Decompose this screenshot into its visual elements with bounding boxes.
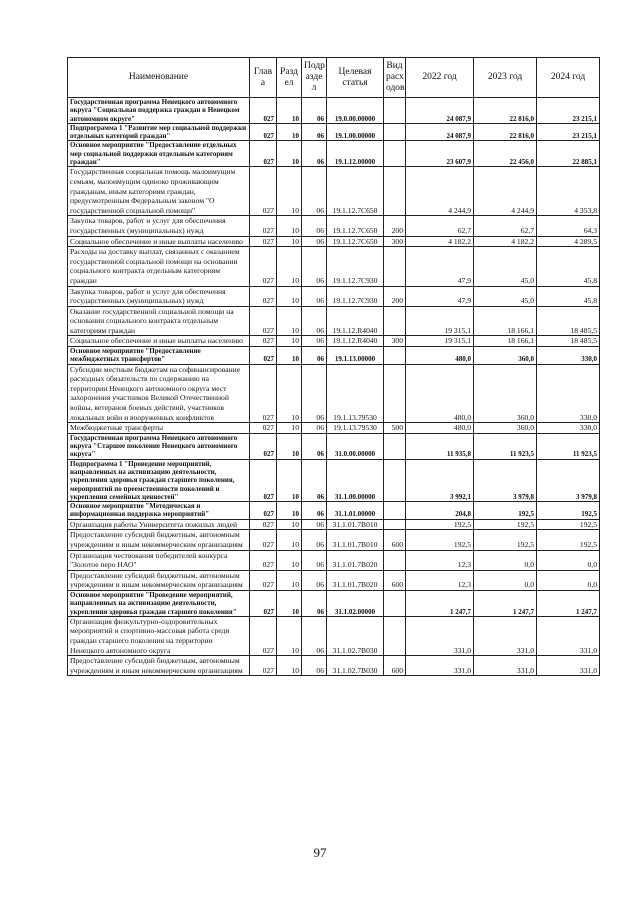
- row-subsection: 06: [302, 236, 327, 247]
- row-value-2024: 192,5: [537, 519, 600, 530]
- row-section: 10: [277, 570, 302, 590]
- row-value-2024: 4 353,8: [537, 167, 600, 216]
- row-value-2022: 192,5: [406, 530, 474, 550]
- header-2023: 2023 год: [474, 58, 537, 98]
- row-section: 10: [277, 247, 302, 286]
- row-expense-type: 600: [384, 570, 406, 590]
- row-value-2022: 62,7: [406, 216, 474, 236]
- row-value-2022: 480,0: [406, 347, 474, 365]
- row-section: 10: [277, 519, 302, 530]
- row-expense-type: [384, 123, 406, 141]
- header-subsection: Подр азде л: [302, 58, 327, 98]
- row-target: 19.1.12.R4040: [327, 306, 384, 336]
- row-expense-type: 200: [384, 216, 406, 236]
- row-chapter: 027: [250, 433, 277, 459]
- table-row: [68, 530, 600, 550]
- row-chapter: 027: [250, 570, 277, 590]
- table-row: [68, 306, 600, 336]
- row-section: 10: [277, 590, 302, 616]
- row-value-2023: 11 923,5: [474, 433, 537, 459]
- row-value-2023: 18 166,1: [474, 306, 537, 336]
- row-subsection: 06: [302, 550, 327, 570]
- row-target: 31.1.02.7В030: [327, 616, 384, 655]
- row-value-2022: 1 247,7: [406, 590, 474, 616]
- row-value-2022: 204,8: [406, 502, 474, 520]
- row-expense-type: [384, 98, 406, 124]
- row-value-2023: 4 244,9: [474, 167, 537, 216]
- row-value-2022: 192,5: [406, 519, 474, 530]
- row-chapter: 027: [250, 502, 277, 520]
- table-row: [68, 656, 600, 676]
- row-chapter: 027: [250, 141, 277, 167]
- table-row: [68, 590, 600, 616]
- row-expense-type: [384, 502, 406, 520]
- row-target: 31.1.02.00000: [327, 590, 384, 616]
- row-value-2024: 1 247,7: [537, 590, 600, 616]
- row-value-2022: 24 087,9: [406, 123, 474, 141]
- row-subsection: 06: [302, 433, 327, 459]
- header-expense-type: Вид расх одов: [384, 58, 406, 98]
- row-target: 31.1.01.7В020: [327, 550, 384, 570]
- row-name: Подпрограмма 1 "Развитие мер социальной поддержки отдельных категорий граждан": [68, 123, 250, 141]
- row-value-2024: 64,3: [537, 216, 600, 236]
- table-row: [68, 459, 600, 501]
- row-value-2024: 11 923,5: [537, 433, 600, 459]
- row-section: 10: [277, 550, 302, 570]
- row-expense-type: [384, 247, 406, 286]
- header-section: Разд ел: [277, 58, 302, 98]
- row-value-2024: 331,0: [537, 656, 600, 676]
- row-chapter: 027: [250, 98, 277, 124]
- row-name: Основное мероприятие "Предоставление межбюджетных трансфертов": [68, 347, 250, 365]
- row-subsection: 06: [302, 616, 327, 655]
- row-expense-type: [384, 459, 406, 501]
- row-subsection: 06: [302, 570, 327, 590]
- row-target: 19.1.13.79530: [327, 423, 384, 434]
- row-value-2022: 331,0: [406, 656, 474, 676]
- header-chapter: Глав а: [250, 58, 277, 98]
- row-name: Расходы на доставку выплат, связанных с оказанием государственной социальной помощи на основании социального контракта отдельным категориям граждан: [68, 247, 250, 286]
- row-name: Межбюджетные трансферты: [68, 423, 250, 434]
- row-section: 10: [277, 306, 302, 336]
- row-expense-type: [384, 550, 406, 570]
- row-expense-type: 300: [384, 236, 406, 247]
- row-expense-type: [384, 306, 406, 336]
- table-row: [68, 123, 600, 141]
- row-value-2022: 11 935,8: [406, 433, 474, 459]
- row-chapter: 027: [250, 656, 277, 676]
- row-value-2022: 480,0: [406, 423, 474, 434]
- table-row: [68, 347, 600, 365]
- budget-table: [67, 57, 600, 676]
- row-value-2024: 192,5: [537, 502, 600, 520]
- row-expense-type: 600: [384, 530, 406, 550]
- row-value-2024: 45,8: [537, 286, 600, 306]
- row-section: 10: [277, 141, 302, 167]
- row-subsection: 06: [302, 590, 327, 616]
- row-value-2023: 0,0: [474, 550, 537, 570]
- row-section: 10: [277, 123, 302, 141]
- row-chapter: 027: [250, 423, 277, 434]
- row-value-2024: 0,0: [537, 570, 600, 590]
- row-value-2023: 62,7: [474, 216, 537, 236]
- row-section: 10: [277, 423, 302, 434]
- row-chapter: 027: [250, 216, 277, 236]
- row-value-2024: 330,0: [537, 423, 600, 434]
- row-chapter: 027: [250, 167, 277, 216]
- header-row: [68, 58, 600, 98]
- row-value-2023: 331,0: [474, 616, 537, 655]
- row-chapter: 027: [250, 590, 277, 616]
- row-target: 19.1.12.R4040: [327, 336, 384, 347]
- row-expense-type: [384, 433, 406, 459]
- row-name: Основное мероприятие "Проведение мероприятий, направленных на активизацию деятельности, укрепления здоровья граждан старшего поколения": [68, 590, 250, 616]
- row-chapter: 027: [250, 530, 277, 550]
- row-subsection: 06: [302, 656, 327, 676]
- row-value-2023: 331,0: [474, 656, 537, 676]
- row-name: Закупка товаров, работ и услуг для обеспечения государственных (муниципальных) нужд: [68, 216, 250, 236]
- row-subsection: 06: [302, 347, 327, 365]
- row-value-2023: 360,0: [474, 347, 537, 365]
- row-subsection: 06: [302, 216, 327, 236]
- row-value-2024: 45,8: [537, 247, 600, 286]
- header-2022: 2022 год: [406, 58, 474, 98]
- row-expense-type: [384, 364, 406, 423]
- row-value-2022: 19 315,1: [406, 306, 474, 336]
- row-name: Предоставление субсидий бюджетным, автономным учреждениям и иным некоммерческим организациям: [68, 530, 250, 550]
- row-value-2023: 192,5: [474, 519, 537, 530]
- row-chapter: 027: [250, 123, 277, 141]
- row-value-2024: 22 885,1: [537, 141, 600, 167]
- table-row: [68, 616, 600, 655]
- row-name: Основное мероприятие "Предоставление отдельных мер социальной поддержки отдельным категориям граждан": [68, 141, 250, 167]
- row-chapter: 027: [250, 364, 277, 423]
- row-value-2022: 47,9: [406, 286, 474, 306]
- table-row: [68, 502, 600, 520]
- row-subsection: 06: [302, 141, 327, 167]
- table-row: [68, 286, 600, 306]
- page-number: 97: [313, 845, 327, 860]
- table-row: [68, 236, 600, 247]
- row-subsection: 06: [302, 336, 327, 347]
- row-name: Организация физкультурно-оздоровительных мероприятий и спортивно-массовая работа среди граждан старшего поколения на территории Ненецкого автономного округа: [68, 616, 250, 655]
- row-value-2024: 0,0: [537, 550, 600, 570]
- row-value-2022: 19 315,1: [406, 336, 474, 347]
- row-value-2022: 480,0: [406, 364, 474, 423]
- row-name: Подпрограмма 1 "Проведение мероприятий, направленных на активизацию деятельности, укрепления здоровья граждан старшего поколения, мероприятий по преемственности поколений и укрепления семейных ценностей": [68, 459, 250, 501]
- row-name: Предоставление субсидий бюджетным, автономным учреждениям и иным некоммерческим организациям: [68, 570, 250, 590]
- table-row: [68, 423, 600, 434]
- row-chapter: 027: [250, 247, 277, 286]
- row-target: 19.1.12.7С650: [327, 216, 384, 236]
- table-row: [68, 167, 600, 216]
- row-section: 10: [277, 433, 302, 459]
- row-name: Основное мероприятие "Методическая и информационная поддержка мероприятий": [68, 502, 250, 520]
- row-name: Оказание государственной социальной помощи на основании социального контракта отдельным категориям граждан: [68, 306, 250, 336]
- row-target: 31.1.00.00000: [327, 459, 384, 501]
- row-expense-type: 300: [384, 336, 406, 347]
- table-row: [68, 141, 600, 167]
- row-chapter: 027: [250, 550, 277, 570]
- table-row: [68, 550, 600, 570]
- row-value-2022: 331,0: [406, 616, 474, 655]
- table-row: [68, 216, 600, 236]
- row-section: 10: [277, 364, 302, 423]
- row-value-2023: 192,5: [474, 530, 537, 550]
- row-subsection: 06: [302, 167, 327, 216]
- row-section: 10: [277, 216, 302, 236]
- row-name: Организация работы Университета пожилых людей: [68, 519, 250, 530]
- row-chapter: 027: [250, 306, 277, 336]
- row-name: Предоставление субсидий бюджетным, автономным учреждениям и иным некоммерческим организациям: [68, 656, 250, 676]
- row-target: 31.0.00.00000: [327, 433, 384, 459]
- table-row: [68, 364, 600, 423]
- row-target: 31.1.01.7В010: [327, 530, 384, 550]
- row-target: 19.1.12.00000: [327, 141, 384, 167]
- row-section: 10: [277, 236, 302, 247]
- row-value-2022: 3 992,1: [406, 459, 474, 501]
- row-value-2023: 360,0: [474, 423, 537, 434]
- row-subsection: 06: [302, 459, 327, 501]
- row-value-2022: 12,3: [406, 550, 474, 570]
- row-value-2023: 45,0: [474, 286, 537, 306]
- row-expense-type: 600: [384, 656, 406, 676]
- row-value-2023: 22 456,0: [474, 141, 537, 167]
- row-section: 10: [277, 530, 302, 550]
- row-value-2024: 4 289,5: [537, 236, 600, 247]
- row-value-2024: 330,0: [537, 364, 600, 423]
- row-expense-type: [384, 167, 406, 216]
- table-header: [68, 58, 600, 98]
- table-row: [68, 247, 600, 286]
- row-value-2024: 3 979,8: [537, 459, 600, 501]
- row-value-2023: 360,0: [474, 364, 537, 423]
- row-target: 19.1.13.00000: [327, 347, 384, 365]
- row-value-2024: 23 215,1: [537, 98, 600, 124]
- row-value-2022: 4 244,9: [406, 167, 474, 216]
- row-value-2023: 4 182,2: [474, 236, 537, 247]
- row-chapter: 027: [250, 286, 277, 306]
- row-section: 10: [277, 336, 302, 347]
- row-expense-type: [384, 616, 406, 655]
- row-chapter: 027: [250, 459, 277, 501]
- row-value-2024: 23 215,1: [537, 123, 600, 141]
- row-name: Социальное обеспечение и иные выплаты населению: [68, 236, 250, 247]
- row-value-2024: 18 485,5: [537, 306, 600, 336]
- row-subsection: 06: [302, 519, 327, 530]
- table-row: [68, 98, 600, 124]
- row-section: 10: [277, 656, 302, 676]
- row-subsection: 06: [302, 306, 327, 336]
- row-value-2023: 0,0: [474, 570, 537, 590]
- row-name: Социальное обеспечение и иные выплаты населению: [68, 336, 250, 347]
- row-section: 10: [277, 347, 302, 365]
- table-row: [68, 519, 600, 530]
- row-subsection: 06: [302, 98, 327, 124]
- row-section: 10: [277, 98, 302, 124]
- row-name: Государственная социальная помощь малоимущим семьям, малоимущим одиноко проживающим гражданам, иным категориям граждан, предусмотренным Федеральным законом "О государственной социальной помощи": [68, 167, 250, 216]
- row-target: 31.1.01.7В020: [327, 570, 384, 590]
- row-subsection: 06: [302, 530, 327, 550]
- table-row: [68, 433, 600, 459]
- header-target: Целевая статья: [327, 58, 384, 98]
- row-name: Субсидии местным бюджетам на софинансирование расходных обязательств по содержанию на территории Ненецкого автономного округа мест захоронения участников Великой Отечественной войны, ветеранов боевых действий, участников локальных войн и вооруженных конфликтов: [68, 364, 250, 423]
- row-value-2023: 45,0: [474, 247, 537, 286]
- row-value-2022: 24 087,9: [406, 98, 474, 124]
- row-target: 31.1.01.7В010: [327, 519, 384, 530]
- row-value-2024: 18 485,5: [537, 336, 600, 347]
- row-expense-type: [384, 519, 406, 530]
- row-subsection: 06: [302, 123, 327, 141]
- row-target: 19.1.12.7С650: [327, 167, 384, 216]
- row-value-2022: 23 607,9: [406, 141, 474, 167]
- row-expense-type: [384, 141, 406, 167]
- row-name: Закупка товаров, работ и услуг для обеспечения государственных (муниципальных) нужд: [68, 286, 250, 306]
- row-chapter: 027: [250, 616, 277, 655]
- row-value-2022: 47,9: [406, 247, 474, 286]
- row-section: 10: [277, 167, 302, 216]
- row-subsection: 06: [302, 247, 327, 286]
- table-row: [68, 336, 600, 347]
- row-target: 19.1.00.00000: [327, 123, 384, 141]
- row-value-2022: 4 182,2: [406, 236, 474, 247]
- row-subsection: 06: [302, 502, 327, 520]
- row-value-2022: 12,3: [406, 570, 474, 590]
- header-2024: 2024 год: [537, 58, 600, 98]
- row-value-2023: 3 979,8: [474, 459, 537, 501]
- row-chapter: 027: [250, 336, 277, 347]
- row-value-2023: 22 816,0: [474, 123, 537, 141]
- row-name: Государственная программа Ненецкого автономного округа "Старшее поколение Ненецкого автономного округа": [68, 433, 250, 459]
- row-name: Организация чествования победителей конкурса "Золотое перо НАО": [68, 550, 250, 570]
- row-value-2023: 18 166,1: [474, 336, 537, 347]
- row-expense-type: [384, 347, 406, 365]
- row-value-2023: 192,5: [474, 502, 537, 520]
- row-target: 19.1.12.7С930: [327, 247, 384, 286]
- row-value-2024: 331,0: [537, 616, 600, 655]
- row-chapter: 027: [250, 236, 277, 247]
- row-value-2023: 1 247,7: [474, 590, 537, 616]
- row-subsection: 06: [302, 286, 327, 306]
- row-expense-type: [384, 590, 406, 616]
- row-subsection: 06: [302, 364, 327, 423]
- row-value-2024: 192,5: [537, 530, 600, 550]
- table-body: [68, 98, 600, 676]
- row-section: 10: [277, 459, 302, 501]
- row-target: 31.1.01.00000: [327, 502, 384, 520]
- row-section: 10: [277, 502, 302, 520]
- row-target: 31.1.02.7В030: [327, 656, 384, 676]
- row-name: Государственная программа Ненецкого автономного округа "Социальная поддержка граждан в Ненецком автономном округе": [68, 98, 250, 124]
- row-target: 19.1.12.7С650: [327, 236, 384, 247]
- row-expense-type: 200: [384, 286, 406, 306]
- row-value-2023: 22 816,0: [474, 98, 537, 124]
- row-target: 19.1.12.7С930: [327, 286, 384, 306]
- row-target: 19.0.00.00000: [327, 98, 384, 124]
- header-name: Наименование: [68, 58, 250, 98]
- row-subsection: 06: [302, 423, 327, 434]
- row-target: 19.1.13.79530: [327, 364, 384, 423]
- row-expense-type: 500: [384, 423, 406, 434]
- row-section: 10: [277, 616, 302, 655]
- row-chapter: 027: [250, 347, 277, 365]
- row-section: 10: [277, 286, 302, 306]
- table-row: [68, 570, 600, 590]
- row-chapter: 027: [250, 519, 277, 530]
- row-value-2024: 330,0: [537, 347, 600, 365]
